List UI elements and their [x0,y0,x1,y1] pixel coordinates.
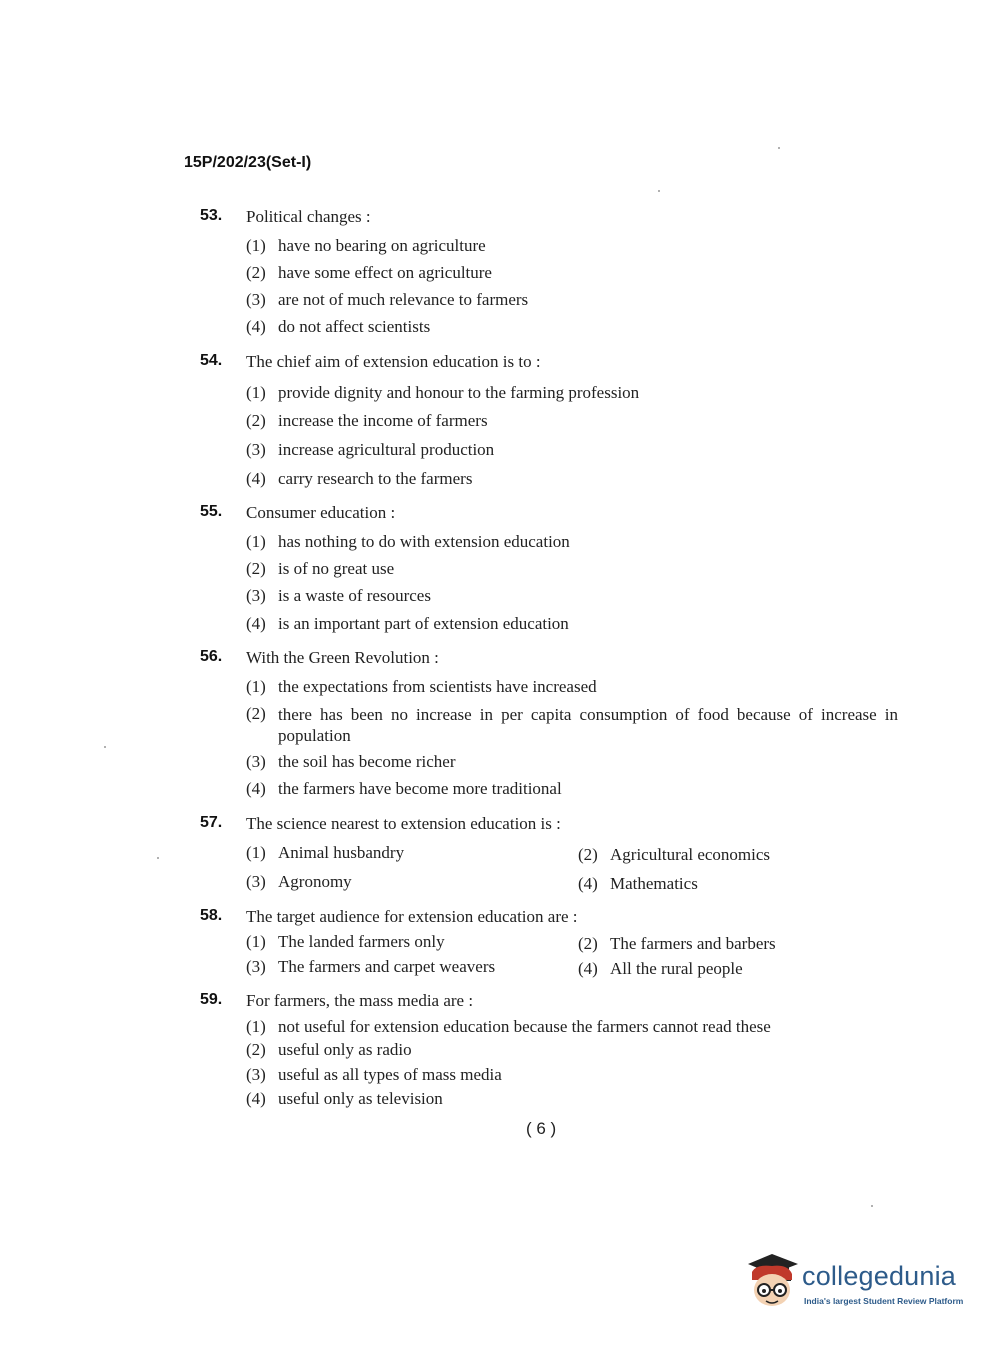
question-text: Consumer education : [246,503,396,522]
option-3: (3) are not of much relevance to farmers [246,290,529,309]
option-3: (3) the soil has become richer [246,752,456,771]
question-text: The chief aim of extension education is to : [246,352,541,371]
paper-code: 15P/202/23(Set-I) [184,154,312,171]
question-number: 53. [200,207,223,224]
scan-speck [778,147,780,149]
question-text: Political changes : [246,207,371,226]
question-text: For farmers, the mass media are : [246,991,474,1010]
question-number: 55. [200,503,223,520]
logo-name: collegedunia [802,1261,957,1291]
option-2: (2) there has been no increase in per capita consumption of food because of increase in population [246,704,898,745]
option-2: (2) is of no great use [246,559,395,578]
option-2: (2) useful only as radio [246,1040,412,1059]
question-number: 59. [200,991,223,1008]
option-3: (3) increase agricultural production [246,440,495,459]
option-1: (1) not useful for extension education because the farmers cannot read these [246,1017,771,1036]
option-4: (4) All the rural people [578,959,743,978]
page-number: ( 6 ) [526,1119,557,1138]
scan-speck [157,857,159,859]
scan-speck [871,1205,873,1207]
mascot-icon [742,1250,802,1316]
option-1: (1) provide dignity and honour to the farming profession [246,383,640,402]
option-3: (3) useful as all types of mass media [246,1065,502,1084]
option-1: (1) Animal husbandry [246,843,405,862]
option-4: (4) carry research to the farmers [246,469,473,488]
option-4: (4) do not affect scientists [246,317,431,336]
option-2: (2) increase the income of farmers [246,411,488,430]
option-1: (1) have no bearing on agriculture [246,236,486,255]
option-4: (4) is an important part of extension education [246,614,569,633]
question-number: 54. [200,352,223,369]
option-4: (4) Mathematics [578,874,698,893]
question-number: 58. [200,907,223,924]
question-number: 57. [200,814,223,831]
option-4: (4) useful only as television [246,1089,443,1108]
question-number: 56. [200,648,223,665]
option-1: (1) The landed farmers only [246,932,445,951]
option-3: (3) Agronomy [246,872,352,891]
option-3: (3) is a waste of resources [246,586,431,605]
option-3: (3) The farmers and carpet weavers [246,957,496,976]
collegedunia-logo[interactable] [742,1250,972,1320]
logo-tagline: India's largest Student Review Platform [804,1296,964,1306]
option-2: (2) The farmers and barbers [578,934,776,953]
option-2: (2) Agricultural economics [578,845,771,864]
option-1: (1) the expectations from scientists have increased [246,677,597,696]
question-text: With the Green Revolution : [246,648,439,667]
question-text: The science nearest to extension education is : [246,814,561,833]
scan-speck [104,746,106,748]
option-1: (1) has nothing to do with extension education [246,532,570,551]
question-text: The target audience for extension education are : [246,907,578,926]
option-4: (4) the farmers have become more traditional [246,779,562,798]
scan-speck [658,190,660,192]
option-2: (2) have some effect on agriculture [246,263,492,282]
